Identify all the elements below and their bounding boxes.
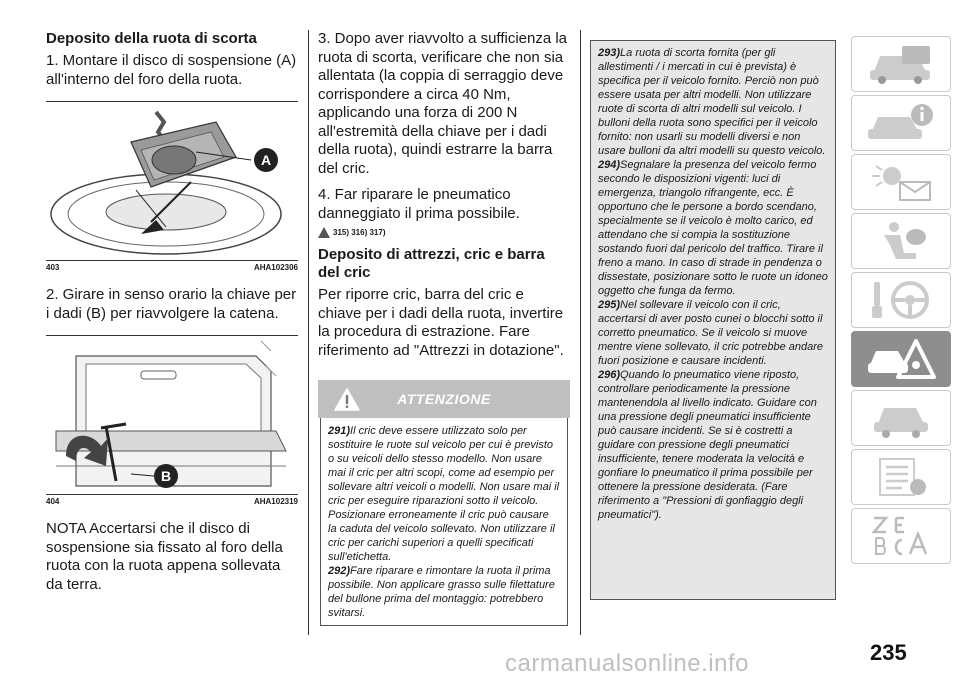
note-number: 293)	[598, 47, 621, 59]
column-divider	[580, 30, 581, 635]
note-number: 291)	[328, 425, 351, 437]
note-291	[328, 424, 560, 564]
note-number: 296)	[598, 369, 621, 381]
watermark: carmanualsonline.info	[505, 650, 749, 677]
car-maintenance-icon	[866, 396, 936, 440]
key-steering-wheel-icon	[866, 278, 936, 322]
section-heading-tools: Deposito di attrezzi, cric e barra del cric	[318, 246, 545, 281]
figure-403-caption	[46, 263, 298, 272]
tab-safety[interactable]	[851, 213, 951, 269]
note-text: Fare riparare e rimontare la ruota il prima possibile. Non applicare grasso sulle filettature del bullone prima del montaggio: potrebbero svitarsi.	[328, 565, 555, 619]
note-292	[328, 564, 560, 620]
tab-specifications[interactable]	[851, 449, 951, 505]
reference-numbers: 315) 316) 317)	[333, 228, 386, 237]
alphabetical-index-icon	[866, 514, 936, 558]
note-text: Quando lo pneumatico viene riposto, controllare periodicamente la pressione mantenendola al livello indicato. Guidare con una pressione degli pneumatici insufficiente può causare incidenti. Se si è costretti a guidare con pressione degli pneumatici insufficiente, tenere moderata la velocità e gonfiare lo pneumatico il prima possibile per ottenere la pressione desiderata. (Fare riferimento a "Pressioni di gonfiaggio degli pneumatici").	[598, 369, 817, 521]
nota-paragraph: NOTA Accertarsi che il disco di sospensione sia fissato al foro della ruota con la ruota appena sollevata da terra.	[46, 520, 283, 593]
figure-code: AHA102306	[253, 263, 298, 272]
tab-index[interactable]	[851, 508, 951, 564]
note-number: 292)	[328, 565, 351, 577]
section-heading-spare-wheel: Deposito della ruota di scorta	[46, 30, 257, 47]
warning-lights-message-icon	[866, 160, 936, 204]
note-296	[598, 368, 828, 522]
step-3: 3. Dopo aver riavvolto a sufficienza la ruota di scorta, verificare che non sia allentata (la coppia di serraggio deve corrispondere a circa 40 Nm, applicando una forza di 200 N all'estremità della chiave per i dadi della ruota), quindi estrarre la barra del cric.	[318, 30, 568, 177]
tab-maintenance[interactable]	[851, 390, 951, 446]
spare-wheel-disc-illustration	[46, 102, 298, 260]
note-text: Segnalare la presenza del veicolo fermo secondo le disposizioni vigenti: luci di emergenza, triangolo rifrangente, ecc. È opportuno che le persone a bordo scendano, specialmente se il veicolo è molto carico, ed attendano che si compia la sostituzione sostando fuori dal pericolo del traffico. Tirare il freno a mano. In caso di strade in pendenza o dissestate, posizionare sotto le ruote un idoneo oggetto che funga da fermo.	[598, 159, 828, 297]
warning-box	[318, 380, 570, 626]
page-number: 235	[870, 640, 907, 665]
car-dashboard-icon	[866, 42, 936, 86]
warning-reference-icon	[318, 227, 330, 238]
note-294	[598, 158, 828, 298]
column-middle	[318, 30, 570, 626]
figure-404-caption	[46, 497, 298, 506]
airbag-seat-icon	[866, 219, 936, 263]
car-info-icon	[866, 101, 936, 145]
note-295	[598, 298, 828, 368]
tab-dashboard[interactable]	[851, 36, 951, 92]
column-left	[46, 30, 298, 602]
step-1: 1. Montare il disco di sospensione (A) all'interno del foro della ruota.	[46, 52, 297, 88]
warning-notes	[320, 418, 568, 626]
chapter-tabs	[851, 36, 951, 567]
step-4: 4. Far riparare le pneumatico danneggiato il prima possibile.	[318, 186, 520, 222]
warning-notes-continued	[590, 40, 836, 600]
warning-title: ATTENZIONE	[397, 391, 491, 407]
note-text: Il cric deve essere utilizzato solo per sostituire le ruote sul veicolo per cui è previsto o su veicoli dello stesso modello. Non usare mai il cric per altri scopi, come ad esempio per sollevare altri veicoli o modelli. Non usare mai il cric per eseguire riparazioni sotto il veicolo. Posizionare erroneamente il cric può causare la caduta del veicolo sollevato. Non utilizzare il cric per carichi superiori a quelli specificati sull'etichetta.	[328, 425, 560, 563]
tab-starting-driving[interactable]	[851, 272, 951, 328]
tab-emergency[interactable]	[851, 331, 951, 387]
figure-code: AHA102319	[253, 497, 298, 506]
column-right	[590, 40, 836, 600]
tailgate-wrench-illustration	[46, 336, 298, 494]
column-divider	[308, 30, 309, 635]
figure-number: 403	[46, 263, 60, 272]
figure-label-a: A	[260, 152, 272, 168]
figure-label-b: B	[160, 468, 172, 484]
car-breakdown-triangle-icon	[866, 337, 936, 381]
figure-number: 404	[46, 497, 60, 506]
figure-403	[46, 101, 298, 261]
tab-warning-lights[interactable]	[851, 154, 951, 210]
figure-404	[46, 335, 298, 495]
specifications-list-icon	[866, 455, 936, 499]
tab-vehicle-info[interactable]	[851, 95, 951, 151]
step-2: 2. Girare in senso orario la chiave per i dadi (B) per riavvolgere la catena.	[46, 286, 297, 322]
note-text: La ruota di scorta fornita (per gli allestimenti / i mercati in cui è prevista) è specifica per il veicolo fornito. Perciò non può essere usata per altri modelli. Non utilizzare ruote di scorta di altri modelli sul veicolo. I bulloni della ruota sono specifici per il veicolo fornito: non usarli su modelli diversi e non usare bulloni da altri modelli su questo veicolo.	[598, 47, 826, 157]
warning-triangle-icon	[334, 388, 360, 411]
tools-paragraph: Per riporre cric, barra del cric e chiave per i dadi della ruota, invertire la procedura di estrazione. Fare riferimento ad "Attrezzi in dotazione".	[318, 286, 564, 359]
note-number: 294)	[598, 159, 621, 171]
note-text: Nel sollevare il veicolo con il cric, accertarsi di aver posto cunei o blocchi sotto il corretto pneumatico. Se il veicolo si muove mentre viene sollevato, il cric potrebbe andare fuori posizione e causare incidenti.	[598, 299, 824, 367]
safety-references	[318, 227, 570, 238]
note-293	[598, 46, 828, 158]
note-number: 295)	[598, 299, 621, 311]
warning-header	[318, 380, 570, 418]
